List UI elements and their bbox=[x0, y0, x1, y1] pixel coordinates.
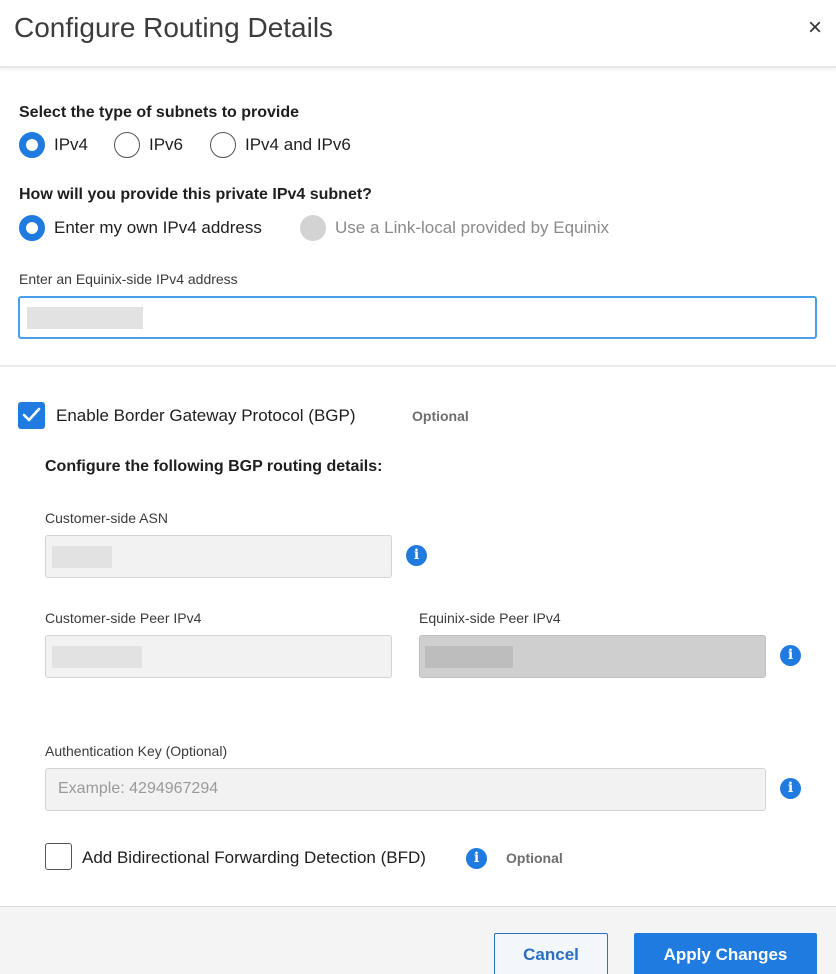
section-divider bbox=[0, 365, 836, 367]
bfd-label: Add Bidirectional Forwarding Detection (BFD) bbox=[82, 848, 426, 867]
equinix-peer-info-icon[interactable]: i bbox=[780, 645, 801, 666]
auth-key-placeholder: Example: 4294967294 bbox=[58, 780, 219, 797]
bgp-label: Enable Border Gateway Protocol (BGP) bbox=[56, 406, 356, 425]
close-icon[interactable]: × bbox=[807, 14, 822, 41]
dialog-header bbox=[0, 0, 836, 68]
radio-circle bbox=[210, 132, 236, 158]
customer-asn-input[interactable] bbox=[45, 535, 392, 578]
radio-circle bbox=[19, 132, 45, 158]
checkmark-icon bbox=[22, 407, 41, 423]
redacted-value bbox=[27, 307, 143, 329]
radio-link-local-label: Use a Link-local provided by Equinix bbox=[335, 218, 610, 237]
radio-circle bbox=[19, 215, 45, 241]
radio-circle bbox=[114, 132, 140, 158]
dialog-title: Configure Routing Details bbox=[14, 12, 334, 43]
radio-own-address-label: Enter my own IPv4 address bbox=[54, 218, 262, 237]
redacted-value bbox=[425, 646, 513, 668]
subnet-type-label: Select the type of subnets to provide bbox=[19, 104, 300, 121]
auth-key-label: Authentication Key (Optional) bbox=[45, 743, 228, 759]
radio-ipv6-label: IPv6 bbox=[149, 135, 184, 154]
bgp-checkbox[interactable] bbox=[18, 402, 45, 429]
radio-ipv4-and-ipv6[interactable] bbox=[210, 132, 351, 158]
bgp-section-title: Configure the following BGP routing details: bbox=[45, 458, 383, 475]
provide-subnet-label: How will you provide this private IPv4 subnet? bbox=[19, 186, 372, 203]
radio-ipv6[interactable] bbox=[114, 132, 183, 158]
auth-key-input[interactable] bbox=[45, 768, 766, 811]
equinix-ip-label: Enter an Equinix-side IPv4 address bbox=[19, 271, 238, 287]
cancel-button[interactable]: Cancel bbox=[494, 933, 608, 974]
radio-ipv4-and-ipv6-label: IPv4 and IPv6 bbox=[245, 135, 351, 154]
customer-asn-info-icon[interactable]: i bbox=[406, 545, 427, 566]
bfd-optional-tag: Optional bbox=[506, 850, 563, 866]
redacted-value bbox=[52, 546, 112, 568]
radio-ipv4[interactable] bbox=[19, 132, 88, 158]
radio-circle bbox=[300, 215, 326, 241]
radio-link-local bbox=[300, 215, 609, 241]
customer-peer-label: Customer-side Peer IPv4 bbox=[45, 610, 202, 626]
bgp-optional-tag: Optional bbox=[412, 408, 469, 424]
equinix-peer-input bbox=[419, 635, 766, 678]
bfd-info-icon[interactable]: i bbox=[466, 848, 487, 869]
equinix-peer-label: Equinix-side Peer IPv4 bbox=[419, 610, 561, 626]
customer-peer-input[interactable] bbox=[45, 635, 392, 678]
redacted-value bbox=[52, 646, 142, 668]
customer-asn-label: Customer-side ASN bbox=[45, 510, 168, 526]
auth-key-info-icon[interactable]: i bbox=[780, 778, 801, 799]
radio-ipv4-label: IPv4 bbox=[54, 135, 89, 154]
radio-own-address[interactable] bbox=[19, 215, 262, 241]
apply-changes-button[interactable]: Apply Changes bbox=[634, 933, 817, 974]
equinix-ip-input[interactable] bbox=[18, 296, 817, 339]
bfd-checkbox[interactable] bbox=[45, 843, 72, 870]
